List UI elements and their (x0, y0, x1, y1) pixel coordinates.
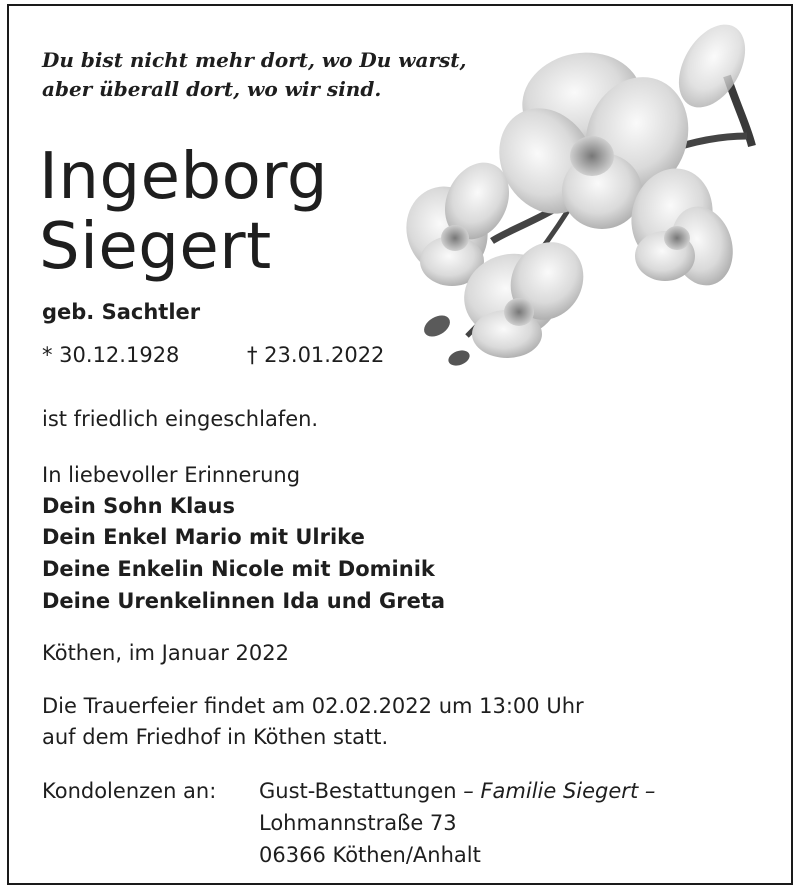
death-date: † 23.01.2022 (247, 343, 385, 367)
condolences-street: Lohmannstraße 73 (259, 811, 457, 835)
mourner-name: Deine Enkelin Nicole mit Dominik (42, 557, 435, 581)
mourner-name: Deine Urenkelinnen Ida und Greta (42, 589, 446, 613)
place-date: Köthen, im Januar 2022 (42, 641, 289, 665)
first-name: Ingeborg (39, 140, 329, 214)
last-name: Siegert (39, 210, 272, 284)
motto-line-2: aber überall dort, wo wir sind. (42, 77, 382, 101)
birth-date: * 30.12.1928 (42, 343, 180, 367)
mourner-name: Dein Enkel Mario mit Ulrike (42, 525, 365, 549)
funeral-line-2: auf dem Friedhof in Köthen statt. (42, 725, 389, 749)
condolences-company (259, 776, 655, 807)
condolences-label: Kondolenzen an: (42, 779, 217, 803)
obituary-frame (7, 4, 793, 885)
mourner-name: Dein Sohn Klaus (42, 494, 235, 518)
maiden-name: geb. Sachtler (42, 300, 201, 324)
company-name: Gust-Bestattungen (259, 779, 457, 803)
mourners-intro: In liebevoller Erinnerung (42, 463, 301, 487)
message: ist friedlich eingeschlafen. (42, 407, 319, 431)
motto-line-1: Du bist nicht mehr dort, wo Du warst, (42, 48, 467, 72)
funeral-line-1: Die Trauerfeier findet am 02.02.2022 um 13:00 Uhr (42, 694, 584, 718)
orchid-image (397, 16, 757, 366)
family-name: – Familie Siegert – (463, 779, 656, 803)
condolences-city: 06366 Köthen/Anhalt (259, 843, 481, 867)
